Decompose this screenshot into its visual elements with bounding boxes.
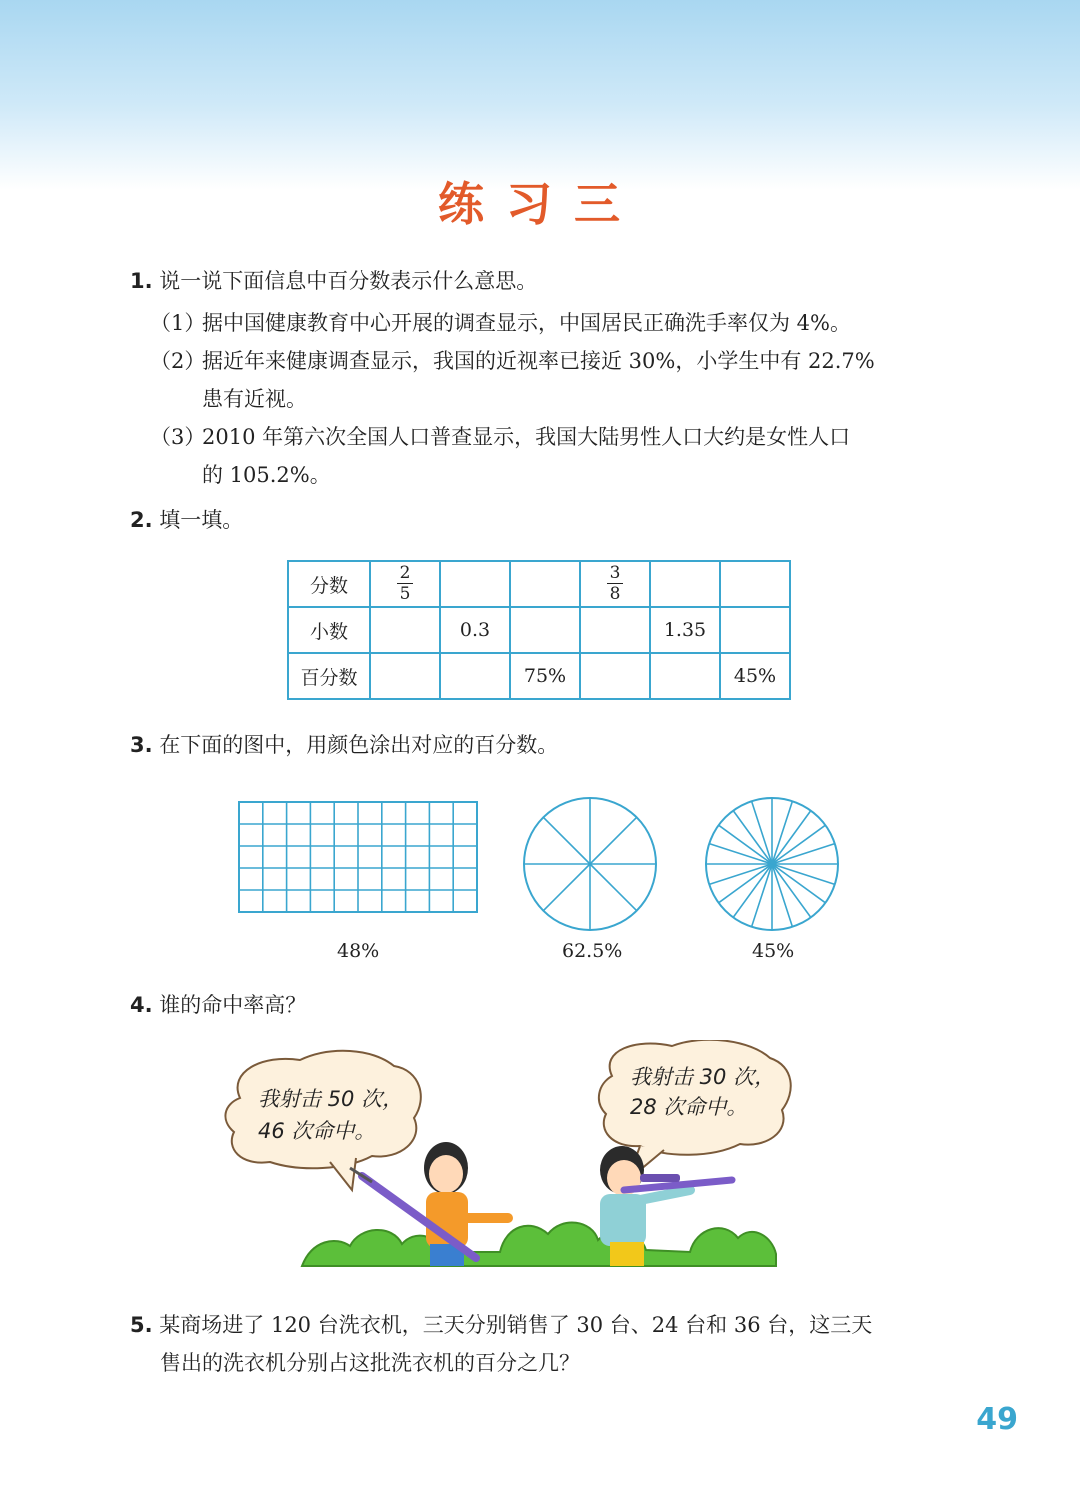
item-tag: （1）	[150, 311, 206, 335]
table-cell[interactable]	[440, 561, 510, 607]
question-1-text: 说一说下面信息中百分数表示什么意思。	[159, 269, 538, 293]
question-1-item-2	[150, 342, 875, 418]
grid-label: 48%	[337, 940, 380, 962]
question-4-text: 谁的命中率高？	[159, 993, 307, 1017]
question-2-number: 2.	[130, 508, 153, 532]
item-line: 据中国健康教育中心开展的调查显示，中国居民正确洗手率仅为 4%。	[202, 311, 851, 335]
table-cell[interactable]	[650, 653, 720, 699]
boy-bubble-text	[630, 1062, 775, 1122]
table-cell[interactable]	[510, 561, 580, 607]
row-header: 百分数	[288, 653, 370, 699]
question-2	[130, 505, 243, 535]
fraction-3-8	[607, 564, 624, 603]
bubble-line: 46 次命中。	[258, 1119, 376, 1143]
item-line-continued: 患有近视。	[202, 387, 307, 411]
question-3	[130, 730, 558, 760]
bubble-line: 28 次命中。	[630, 1095, 748, 1119]
question-5-line-2: 售出的洗衣机分别占这批洗衣机的百分之几？	[160, 1351, 580, 1375]
circle-20-sectors-figure[interactable]	[706, 798, 838, 930]
girl-bubble-text	[258, 1083, 403, 1147]
table-cell[interactable]	[580, 653, 650, 699]
table-cell[interactable]	[580, 607, 650, 653]
header-band	[0, 0, 1080, 190]
question-1	[130, 266, 537, 296]
question-3-text: 在下面的图中，用颜色涂出对应的百分数。	[159, 733, 559, 757]
question-4	[130, 990, 306, 1020]
bushes	[302, 1223, 776, 1266]
fraction-numerator: 2	[399, 563, 411, 583]
item-line: 据近年来健康调查显示，我国的近视率已接近 30%，小学生中有 22.7%	[202, 349, 875, 373]
question-5	[130, 1306, 872, 1382]
table-cell	[370, 561, 440, 607]
table-cell: 0.3	[440, 607, 510, 653]
fraction-numerator: 3	[609, 563, 621, 583]
circle-8-sectors-figure[interactable]	[524, 798, 656, 930]
item-line-continued: 的 105.2%。	[202, 463, 331, 487]
table-cell: 75%	[510, 653, 580, 699]
question-1-number: 1.	[130, 269, 153, 293]
fraction-2-5	[397, 564, 414, 603]
row-header: 小数	[288, 607, 370, 653]
grid-figure[interactable]	[239, 802, 477, 912]
circle-8-label: 62.5%	[562, 940, 623, 962]
item-tag: （2）	[150, 349, 206, 373]
table-cell: 45%	[720, 653, 790, 699]
table-cell[interactable]	[720, 561, 790, 607]
question-2-text: 填一填。	[159, 508, 244, 532]
bubble-line: 我射击 50 次，	[258, 1087, 404, 1111]
bubble-line: 我射击 30 次，	[630, 1065, 776, 1089]
question-4-number: 4.	[130, 993, 153, 1017]
question-3-number: 3.	[130, 733, 153, 757]
table-cell[interactable]	[510, 607, 580, 653]
question-5-line-1: 某商场进了 120 台洗衣机，三天分别销售了 30 台、24 台和 36 台，这三天	[159, 1313, 873, 1337]
conversion-table	[287, 560, 791, 700]
circle-20-label: 45%	[752, 940, 795, 962]
table-cell[interactable]	[650, 561, 720, 607]
fraction-denominator: 5	[399, 584, 411, 604]
table-row-percent	[288, 653, 790, 699]
coloring-figures	[0, 790, 1080, 970]
row-header: 分数	[288, 561, 370, 607]
shooting-illustration	[0, 1040, 1080, 1280]
table-row-decimal	[288, 607, 790, 653]
page-title: 练习三	[438, 177, 642, 231]
table-cell[interactable]	[440, 653, 510, 699]
item-line: 2010 年第六次全国人口普查显示，我国大陆男性人口大约是女性人口	[202, 425, 851, 449]
page-number: 49	[976, 1402, 1018, 1437]
question-1-item-3	[150, 418, 850, 494]
item-tag: （3）	[150, 425, 206, 449]
question-5-number: 5.	[130, 1313, 153, 1337]
table-cell	[580, 561, 650, 607]
table-row-fraction	[288, 561, 790, 607]
table-cell: 1.35	[650, 607, 720, 653]
table-cell[interactable]	[720, 607, 790, 653]
table-cell[interactable]	[370, 653, 440, 699]
question-1-item-1	[150, 304, 851, 342]
fraction-denominator: 8	[609, 584, 621, 604]
table-cell[interactable]	[370, 607, 440, 653]
